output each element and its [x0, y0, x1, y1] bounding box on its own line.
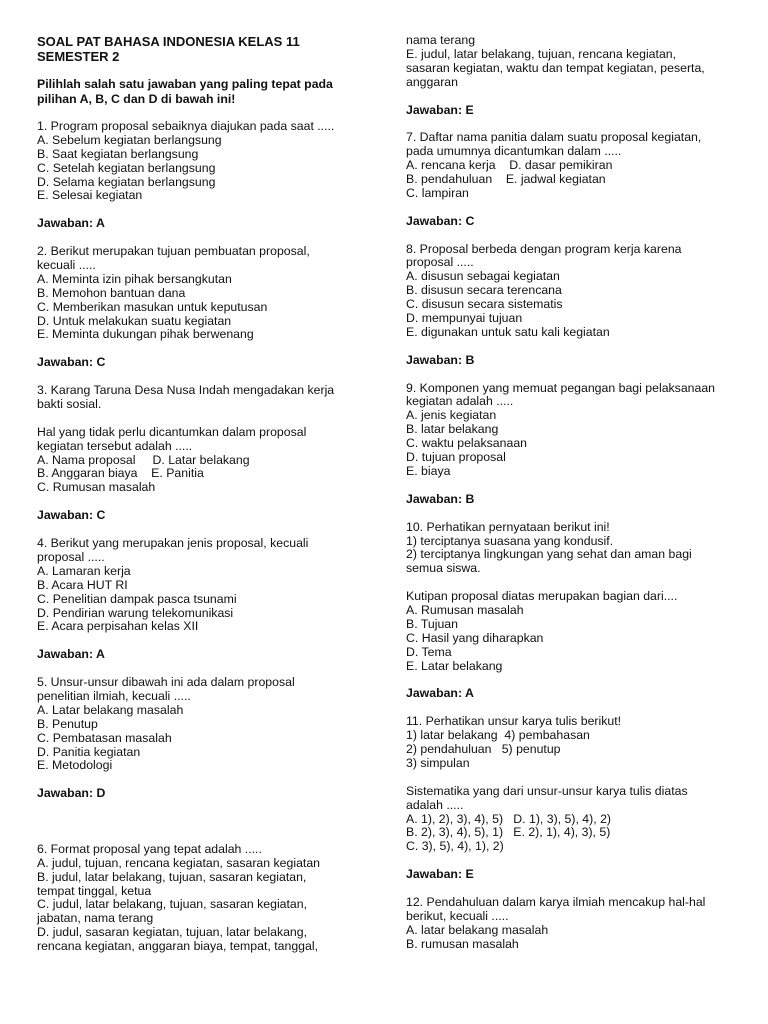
- question-9: [406, 382, 740, 521]
- option: E. Metodologi: [37, 758, 113, 773]
- answer-key: Jawaban: E: [406, 102, 474, 117]
- question-text: berikut, kecuali .....: [406, 908, 509, 923]
- option: E. biaya: [406, 464, 451, 478]
- question-text: 4. Berikut yang merupakan jenis proposal, kecuali: [37, 535, 309, 550]
- question-text: 10. Perhatikan pernyataan berikut ini!: [406, 519, 610, 534]
- answer-key: Jawaban: A: [37, 647, 105, 662]
- option: A. Latar belakang masalah: [37, 702, 184, 717]
- question-2: [37, 245, 355, 384]
- option: B. Penutup: [37, 716, 98, 731]
- option: E. Meminta dukungan pihak berwenang: [37, 327, 254, 342]
- option: C. disusun secara sistematis: [406, 297, 563, 312]
- option: B. judul, latar belakang, tujuan, sasaran kegiatan,: [37, 869, 307, 884]
- answer-key: Jawaban: C: [37, 508, 106, 523]
- option: A. latar belakang masalah: [406, 922, 549, 937]
- option: D. mempunyai tujuan: [406, 311, 523, 326]
- statement: 3) simpulan: [406, 755, 470, 770]
- question-8: [406, 243, 740, 382]
- option: A. Lamaran kerja: [37, 563, 131, 578]
- statement: 1) terciptanya suasana yang kondusif.: [406, 533, 614, 548]
- option: A. disusun sebagai kegiatan: [406, 269, 560, 284]
- question-12: [406, 896, 740, 952]
- option: A. Meminta izin pihak bersangkutan: [37, 271, 232, 286]
- option: C. Memberikan masukan untuk keputusan: [37, 299, 268, 314]
- question-text: 7. Daftar nama panitia dalam suatu proposal kegiatan,: [406, 130, 702, 145]
- question-text: 9. Komponen yang memuat pegangan bagi pelaksanaan: [406, 380, 716, 395]
- answer-key: Jawaban: A: [37, 216, 105, 231]
- option: tempat tinggal, ketua: [37, 883, 152, 898]
- question-5: [37, 676, 355, 843]
- option: E. Acara perpisahan kelas XII: [37, 619, 199, 634]
- question-4: [37, 537, 355, 676]
- question-10: [406, 521, 740, 716]
- question-text: 1. Program proposal sebaiknya diajukan pada saat .....: [37, 118, 335, 133]
- question-text: 5. Unsur-unsur dibawah ini ada dalam proposal: [37, 675, 295, 689]
- question-text: kecuali .....: [37, 257, 96, 272]
- option: D. Panitia kegiatan: [37, 744, 141, 759]
- question-3: [37, 384, 355, 537]
- option: B. rumusan masalah: [406, 936, 519, 951]
- question-text: kegiatan adalah .....: [406, 394, 514, 409]
- question-text: proposal .....: [37, 549, 105, 564]
- option: C. waktu pelaksanaan: [406, 436, 527, 451]
- answer-key: Jawaban: E: [406, 867, 474, 882]
- option: A. Rumusan masalah: [406, 603, 524, 618]
- option: nama terang: [406, 33, 476, 47]
- option: B. Tujuan: [406, 616, 458, 631]
- question-text: bakti sosial.: [37, 396, 102, 411]
- option: anggaran: [406, 74, 458, 89]
- option: D. Pendirian warung telekomunikasi: [37, 605, 234, 620]
- question-text: 6. Format proposal yang tepat adalah .....: [37, 841, 262, 856]
- question-text: Sistematika yang dari unsur-unsur karya tulis diatas: [406, 783, 688, 798]
- option: D. Untuk melakukan suatu kegiatan: [37, 313, 232, 328]
- question-6: [37, 843, 355, 954]
- option: C. Setelah kegiatan berlangsung: [37, 160, 216, 175]
- option: B. Acara HUT RI: [37, 577, 128, 592]
- question-text: 8. Proposal berbeda dengan program kerja karena: [406, 241, 682, 256]
- option: A. 1), 2), 3), 4), 5) D. 1), 3), 5), 4), 2): [406, 811, 612, 826]
- option: B. disusun secara terencana: [406, 283, 562, 298]
- question-text: pada umumnya dicantumkan dalam .....: [406, 144, 622, 159]
- question-text: proposal .....: [406, 255, 474, 270]
- question-text: 2. Berikut merupakan tujuan pembuatan proposal,: [37, 244, 310, 259]
- right-column: [406, 34, 740, 952]
- option: D. Selama kegiatan berlangsung: [37, 174, 216, 189]
- option: sasaran kegiatan, waktu dan tempat kegiatan, peserta,: [406, 60, 705, 75]
- question-text: Kutipan proposal diatas merupakan bagian dari....: [406, 589, 678, 604]
- statement: 1) latar belakang 4) pembahasan: [406, 728, 590, 743]
- option: B. Memohon bantuan dana: [37, 285, 186, 300]
- question-7: [406, 131, 740, 242]
- left-column: [37, 34, 355, 954]
- instruction: Pilihlah salah satu jawaban yang paling tepat pada pilihan A, B, C dan D di bawah ini!: [37, 77, 333, 106]
- option: A. jenis kegiatan: [406, 408, 497, 423]
- question-11: [406, 715, 740, 896]
- option: E. Latar belakang: [406, 658, 503, 673]
- option: A. judul, tujuan, rencana kegiatan, sasaran kegiatan: [37, 855, 321, 870]
- question-text: kegiatan tersebut adalah .....: [37, 438, 193, 453]
- option: A. rencana kerja D. dasar pemikiran: [406, 158, 613, 173]
- answer-key: Jawaban: D: [37, 786, 106, 801]
- option: B. 2), 3), 4), 5), 1) E. 2), 1), 4), 3), 5): [406, 825, 611, 840]
- option: jabatan, nama terang: [37, 911, 154, 926]
- answer-key: Jawaban: C: [406, 213, 475, 228]
- option: C. Hasil yang diharapkan: [406, 630, 544, 645]
- option: E. digunakan untuk satu kali kegiatan: [406, 324, 610, 339]
- statement: semua siswa.: [406, 561, 481, 576]
- option: B. Saat kegiatan berlangsung: [37, 146, 199, 161]
- answer-key: Jawaban: A: [406, 686, 474, 701]
- option: B. latar belakang: [406, 422, 499, 437]
- option: E. Selesai kegiatan: [37, 188, 143, 203]
- option: C. 3), 5), 4), 1), 2): [406, 839, 504, 854]
- statement: 2) pendahuluan 5) penutup: [406, 742, 561, 757]
- option: A. Nama proposal D. Latar belakang: [37, 452, 250, 467]
- question-text: adalah .....: [406, 797, 464, 812]
- statement: 2) terciptanya lingkungan yang sehat dan aman bagi: [406, 547, 692, 562]
- question-6-continued: [406, 34, 740, 131]
- question-text: 11. Perhatikan unsur karya tulis berikut!: [406, 714, 622, 729]
- option: C. Rumusan masalah: [37, 480, 156, 495]
- option: C. judul, latar belakang, tujuan, sasaran kegiatan,: [37, 897, 308, 912]
- option: rencana kegiatan, anggaran biaya, tempat, tanggal,: [37, 939, 318, 954]
- option: C. Pembatasan masalah: [37, 730, 172, 745]
- answer-key: Jawaban: B: [406, 491, 475, 506]
- option: C. Penelitian dampak pasca tsunami: [37, 591, 237, 606]
- option: E. judul, latar belakang, tujuan, rencana kegiatan,: [406, 46, 677, 61]
- option: D. Tema: [406, 644, 452, 659]
- question-text: Hal yang tidak perlu dicantumkan dalam proposal: [37, 424, 307, 439]
- option: D. tujuan proposal: [406, 450, 506, 465]
- question-text: 12. Pendahuluan dalam karya ilmiah mencakup hal-hal: [406, 894, 706, 909]
- question-1: [37, 120, 355, 245]
- option: C. lampiran: [406, 185, 469, 200]
- option: A. Sebelum kegiatan berlangsung: [37, 132, 222, 147]
- answer-key: Jawaban: B: [406, 352, 475, 367]
- answer-key: Jawaban: C: [37, 355, 106, 370]
- option: B. Anggaran biaya E. Panitia: [37, 466, 204, 481]
- document-title: SOAL PAT BAHASA INDONESIA KELAS 11 SEMESTER 2: [37, 34, 300, 64]
- question-text: penelitian ilmiah, kecuali .....: [37, 688, 191, 703]
- option: B. pendahuluan E. jadwal kegiatan: [406, 172, 606, 187]
- question-text: 3. Karang Taruna Desa Nusa Indah mengadakan kerja: [37, 383, 335, 398]
- option: D. judul, sasaran kegiatan, tujuan, latar belakang,: [37, 925, 308, 940]
